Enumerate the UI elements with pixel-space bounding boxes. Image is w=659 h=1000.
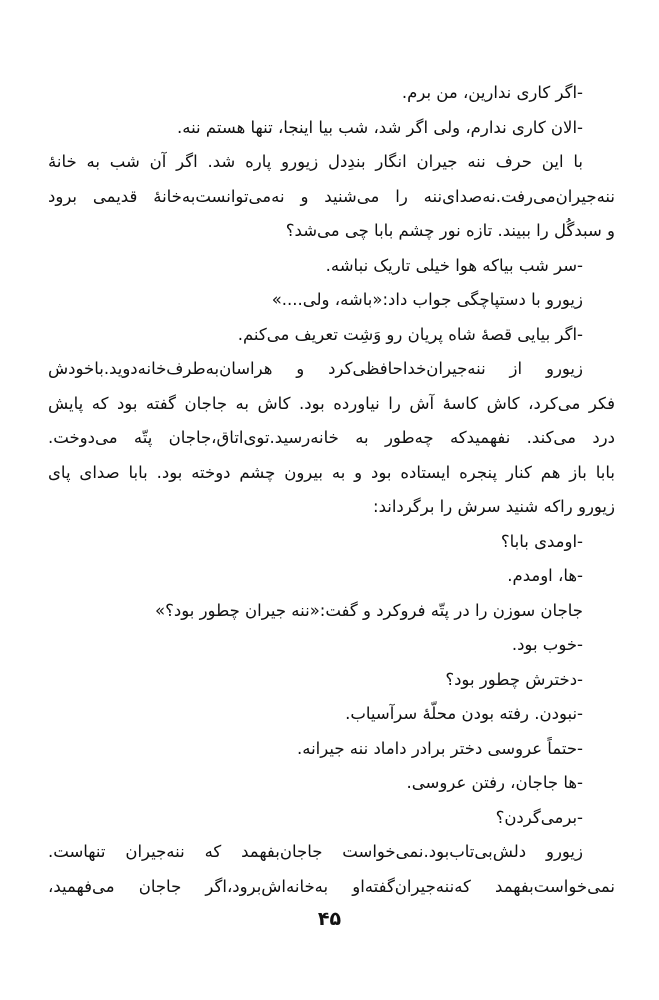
text-line: فکر می‌کرد، کاش کاسهٔ آش را نیاورده بود. کاش به جاجان گفته بود که پایش	[48, 393, 615, 413]
text-line: زیورو از ننه‌جیران‌خداحافظی‌کرد و هراسان‌به‌طرف‌خانه‌دوید.باخودش	[48, 359, 583, 378]
page-number: ۴۵	[317, 908, 342, 930]
text-line: با این حرف ننه جیران انگار بندِدل زیورو پاره شد. اگر آن شب به خانهٔ	[48, 152, 583, 171]
text-line: بابا باز هم کنار پنجره ایستاده بود و به بیرون چشم دوخته بود. بابا صدای پای	[48, 462, 615, 482]
text-line: ننه‌جیران‌می‌رفت.نه‌صدای‌ننه را می‌شنید و نه‌می‌توانست‌به‌خانهٔ قدیمی برود	[48, 186, 615, 206]
text-line: -ها، اومدم.	[507, 566, 583, 585]
text-line: و سبدگُل را ببیند. تازه نور چشم بابا چی می‌شد؟	[285, 221, 615, 240]
text-line: نمی‌خواست‌بفهمد که‌ننه‌جیران‌گفته‌او به‌خانه‌اش‌برود،اگر جاجان می‌فهمید،	[48, 876, 615, 896]
text-line: -الان کاری ندارم، ولی اگر شد، شب بیا اینجا، تنها هستم ننه.	[176, 117, 583, 137]
text-line: -سر شب بیاکه هوا خیلی تاریک نباشه.	[325, 255, 583, 275]
text-line: -نبودن. رفته بودن محلّهٔ سرآسیاب.	[345, 704, 583, 723]
body-text	[48, 76, 615, 904]
text-line: -ها جاجان، رفتن عروسی.	[406, 773, 583, 792]
text-line: -خوب بود.	[511, 635, 583, 654]
text-line: زیورو راکه شنید سرش را برگرداند:	[373, 497, 615, 516]
text-line: -اگر کاری ندارین، من برم.	[401, 83, 583, 102]
text-line: -اگر بیایی قصهٔ شاه پریان رو وَشِت تعریف می‌کنم.	[237, 324, 583, 344]
text-line: زیورو دلش‌بی‌تاب‌بود.نمی‌خواست جاجان‌بفهمد که ننه‌جیران تنهاست.	[48, 842, 583, 861]
text-line: -حتماً عروسی دختر برادر داماد ننه جیرانه.	[296, 738, 583, 758]
text-line: درد می‌کند. نفهمیدکه چه‌طور به خانه‌رسید.توی‌اتاق،جاجان پتّه می‌دوخت.	[48, 428, 615, 447]
text-line: -اومدی بابا؟	[500, 531, 583, 551]
text-line: -دخترش چطور بود؟	[445, 669, 583, 689]
text-line: جاجان سوزن را در پتّه فروکرد و گفت:«ننه جیران چطور بود؟»	[155, 600, 583, 620]
text-line: -برمی‌گردن؟	[495, 807, 583, 827]
text-line: زیورو با دستپاچگی جواب داد:«باشه، ولی....»	[271, 290, 583, 309]
